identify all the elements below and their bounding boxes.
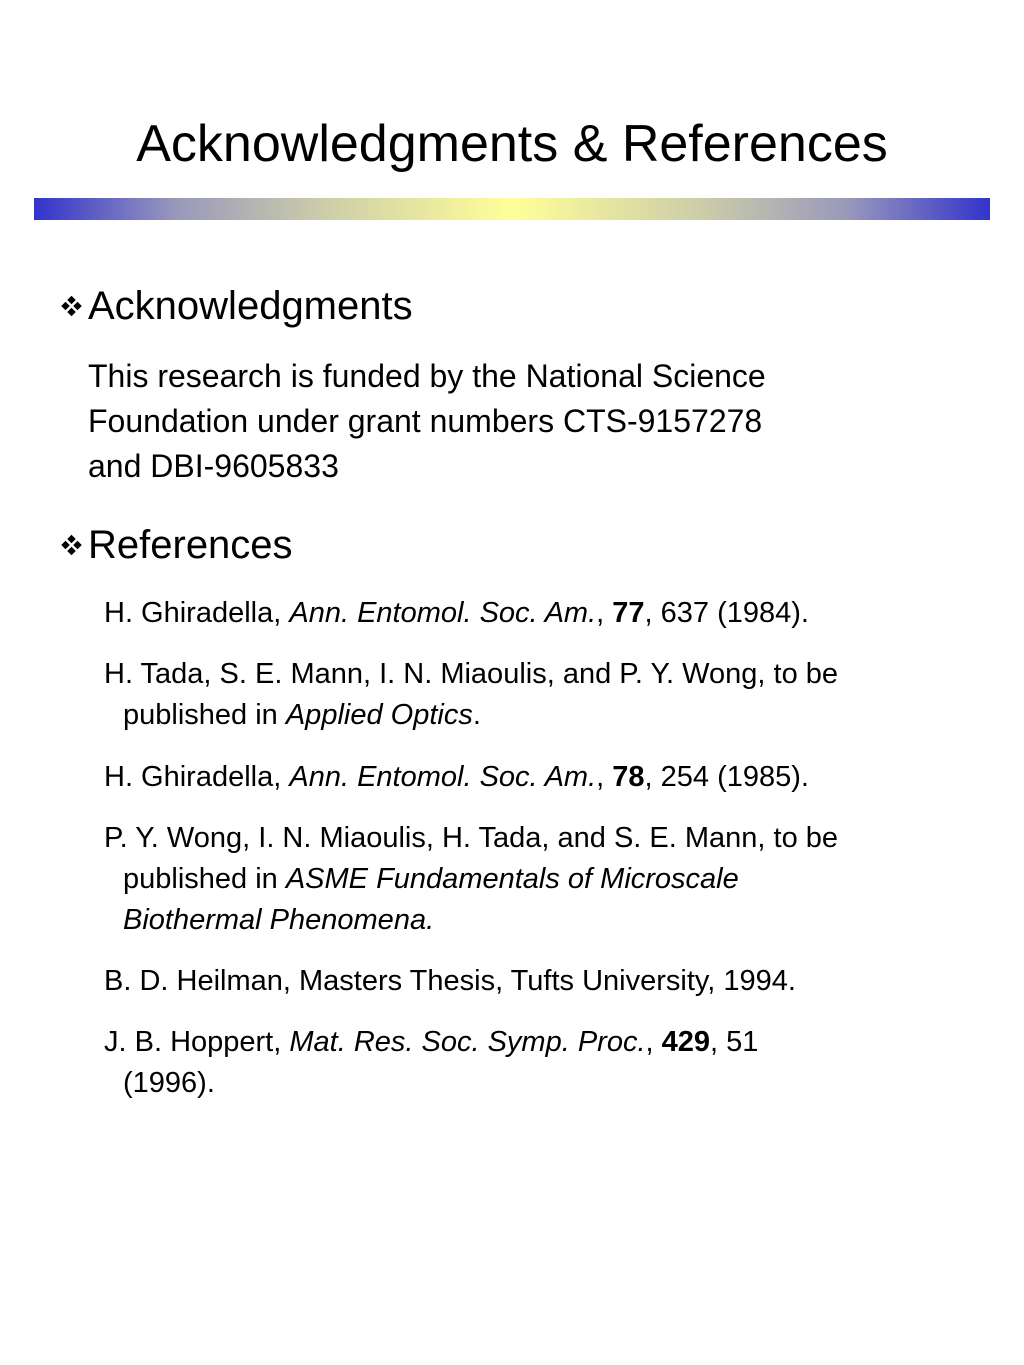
diamond-bullet-icon bbox=[58, 531, 86, 559]
reference-item bbox=[104, 961, 1004, 1002]
reference-item bbox=[104, 654, 1004, 736]
ref-authors: J. B. Hoppert, bbox=[104, 1026, 290, 1058]
ref-authors: H. Ghiradella, bbox=[104, 597, 290, 629]
ref-separator: , bbox=[596, 761, 613, 793]
ref-volume: 77 bbox=[612, 597, 645, 629]
ref-pages-year: , 254 (1985). bbox=[644, 761, 809, 793]
ref-volume: 429 bbox=[661, 1026, 711, 1058]
ref-line: B. D. Heilman, Masters Thesis, Tufts University, 1994. bbox=[104, 965, 796, 997]
section-heading-acknowledgments bbox=[58, 282, 413, 330]
diamond-bullet-icon bbox=[58, 292, 86, 320]
ref-journal: Applied Optics bbox=[285, 699, 473, 731]
ref-text: . bbox=[472, 699, 481, 731]
reference-item bbox=[104, 1022, 1004, 1104]
title-gradient-bar bbox=[34, 198, 990, 220]
ref-pages-year: , 51 bbox=[710, 1026, 759, 1058]
section-heading-label: References bbox=[88, 523, 293, 567]
acknowledgment-line: This research is funded by the National Science bbox=[88, 358, 766, 394]
section-heading-label: Acknowledgments bbox=[88, 284, 413, 328]
ref-journal: Biothermal Phenomena. bbox=[123, 904, 435, 936]
ref-line: P. Y. Wong, I. N. Miaoulis, H. Tada, and S. E. Mann, to be bbox=[104, 822, 839, 854]
acknowledgment-line: Foundation under grant numbers CTS-9157278 bbox=[88, 403, 763, 439]
slide-title: Acknowledgments & References bbox=[136, 115, 888, 173]
acknowledgment-text bbox=[88, 354, 968, 489]
ref-separator: , bbox=[596, 597, 613, 629]
reference-item bbox=[104, 818, 1004, 941]
ref-journal: Mat. Res. Soc. Symp. Proc. bbox=[289, 1026, 646, 1058]
ref-text: published in bbox=[123, 863, 286, 895]
ref-line: H. Tada, S. E. Mann, I. N. Miaoulis, and P. Y. Wong, to be bbox=[104, 658, 839, 690]
reference-item bbox=[104, 593, 1004, 634]
ref-journal: ASME Fundamentals of Microscale bbox=[285, 863, 739, 895]
ref-separator: , bbox=[645, 1026, 662, 1058]
ref-line: (1996). bbox=[123, 1067, 215, 1099]
ref-text: published in bbox=[123, 699, 286, 731]
ref-journal: Ann. Entomol. Soc. Am. bbox=[289, 597, 597, 629]
ref-authors: H. Ghiradella, bbox=[104, 761, 290, 793]
ref-volume: 78 bbox=[612, 761, 645, 793]
acknowledgment-line: and DBI-9605833 bbox=[88, 448, 339, 484]
section-heading-references bbox=[58, 521, 293, 569]
ref-pages-year: , 637 (1984). bbox=[644, 597, 809, 629]
reference-item bbox=[104, 757, 1004, 798]
ref-journal: Ann. Entomol. Soc. Am. bbox=[289, 761, 597, 793]
